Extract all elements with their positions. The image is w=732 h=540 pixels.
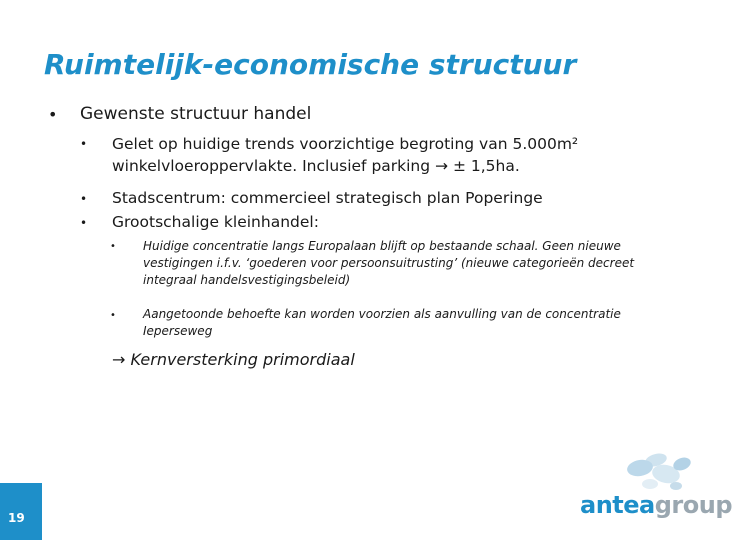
level3-text-1-line-3: integraal handelsvestigingsbeleid) [143,273,351,287]
company-logo [580,450,732,530]
page-number: 19 [8,511,25,525]
level3-bullet-1: • [110,241,116,252]
level1-bullet: • [48,105,58,124]
level2-text-1-line-2: winkelvloeroppervlakte. Inclusief parking → ± 1,5ha. [112,157,520,175]
level3-text-1-line-1: Huidige concentratie langs Europalaan blijft op bestaande schaal. Geen nieuwe [143,239,621,253]
conclusion-text: → Kernversterking primordiaal [112,350,355,369]
level3-bullet-2: • [110,310,116,321]
level3-text-1 [143,238,634,289]
level3-text-1-line-2: vestigingen i.f.v. ‘goederen voor persoonsuitrusting’ (nieuwe categorieën decreet [143,256,635,270]
level2-bullet-2: • [80,192,88,206]
logo-text-group: group [654,491,732,519]
bubbles-icon [580,450,710,496]
level2-text-3: Grootschalige kleinhandel: [112,213,319,231]
logo-text [580,491,732,519]
level1-text: Gewenste structuur handel [80,104,312,124]
level2-bullet-3: • [80,216,88,230]
page-title: Ruimtelijk-economische structuur [44,48,577,81]
level2-text-1 [112,133,578,177]
level3-text-2-line-1: Aangetoonde behoefte kan worden voorzien als aanvulling van de concentratie [143,307,621,321]
logo-text-antea: antea [580,491,655,519]
level2-text-2: Stadscentrum: commercieel strategisch plan Poperinge [112,189,543,207]
level2-bullet-1: • [80,137,88,151]
level2-text-1-line-1: Gelet op huidige trends voorzichtige begroting van 5.000m² [112,135,579,153]
level3-text-2 [143,306,621,340]
level3-text-2-line-2: Ieperseweg [143,324,213,338]
